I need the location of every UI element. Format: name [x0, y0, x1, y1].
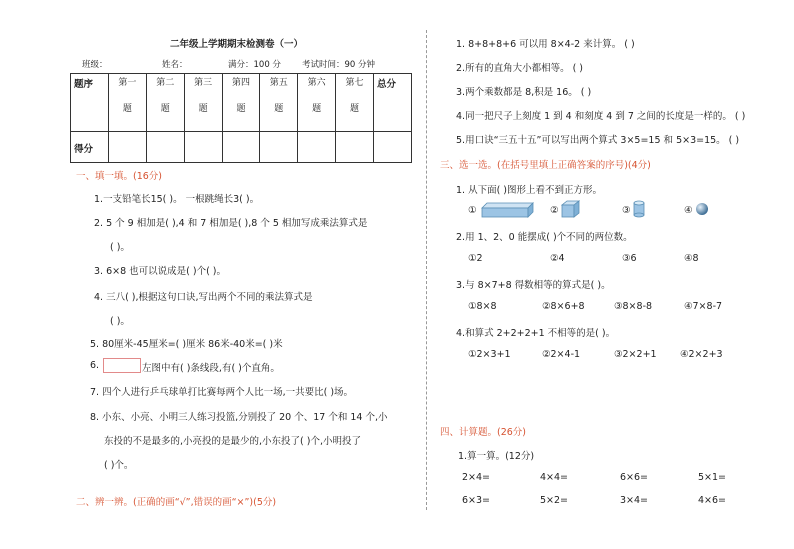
s3-question-4: 4.和算式 2+2+2+1 不相等的是( )。	[456, 328, 616, 339]
calc-item: 4×6=	[698, 495, 727, 506]
s3-q4-option-4: ④2×2+3	[680, 349, 723, 360]
s1-question-2-cont: ( )。	[110, 242, 130, 253]
s3-q3-option-2: ②8×6+8	[542, 301, 585, 312]
score-cell[interactable]	[184, 132, 222, 163]
row-header-question-no: 题序	[71, 74, 109, 132]
class-label: 班级：	[82, 60, 108, 70]
column-total: 总分	[374, 74, 412, 132]
s3-q2-option-2: ②4	[550, 253, 565, 264]
cuboid-icon	[481, 202, 537, 218]
page-divider	[426, 30, 427, 510]
calc-item: 6×3=	[462, 495, 491, 506]
s2-item-1: 1. 8+8+8+6 可以用 8×4-2 来计算。 ( )	[456, 39, 635, 50]
s3-question-3: 3.与 8×7+8 得数相等的算式是( )。	[456, 280, 611, 291]
column-q7: 第七 题	[336, 74, 374, 132]
s1-question-8: 8. 小东、小亮、小明三人练习投篮,分别投了 20 个、17 个和 14 个,小	[90, 412, 388, 423]
score-table	[70, 73, 412, 163]
s1-question-2: 2. 5 个 9 相加是( ),4 和 7 相加是( ),8 个 5 相加写成乘法算式是	[94, 218, 368, 229]
s3-q1-option-1: ①	[468, 205, 477, 216]
score-cell[interactable]	[222, 132, 260, 163]
calc-item: 5×1=	[698, 472, 727, 483]
rectangle-figure	[103, 358, 141, 373]
column-q5: 第五 题	[260, 74, 298, 132]
calc-item: 6×6=	[620, 472, 649, 483]
s3-q2-option-3: ③6	[622, 253, 637, 264]
cube-icon	[561, 200, 581, 218]
column-q3: 第三 题	[184, 74, 222, 132]
section4-title: 四、计算题。(26分)	[440, 427, 527, 438]
calc-item: 3×4=	[620, 495, 649, 506]
calc-item: 2×4=	[462, 472, 491, 483]
s1-question-8-cont: 东投的不是最多的,小亮投的是最少的,小东投了( )个,小明投了	[104, 436, 361, 447]
section2-title: 二、辨一辨。(正确的画“√”,错误的画“×”)(5分)	[76, 497, 277, 508]
s3-q1-option-4: ④	[684, 205, 693, 216]
column-q1: 第一 题	[109, 74, 147, 132]
page-title: 二年级上学期期末检测卷（一）	[170, 39, 304, 50]
s3-question-2: 2.用 1、2、0 能摆成( )个不同的两位数。	[456, 232, 633, 243]
s1-question-3: 3. 6×8 也可以说成是( )个( )。	[94, 266, 227, 277]
s3-question-1: 1. 从下面( )图形上看不到正方形。	[456, 185, 603, 196]
row-header-score: 得分	[71, 132, 109, 163]
section3-title: 三、选一选。(在括号里填上正确答案的序号)(4分)	[440, 160, 651, 171]
s3-q3-option-3: ③8×8-8	[614, 301, 653, 312]
s4-subsection-1: 1.算一算。(12分)	[458, 451, 535, 462]
column-q4: 第四 题	[222, 74, 260, 132]
s1-question-6-number: 6.	[90, 360, 100, 371]
s1-question-7: 7. 四个人进行乒乓球单打比赛每两个人比一场,一共要比( )场。	[90, 387, 354, 398]
s1-question-5: 5. 80厘米-45厘米=( )厘米 86米-40米=( )米	[90, 339, 283, 350]
s2-item-4: 4.同一把尺子上刻度 1 到 4 和刻度 4 到 7 之间的长度是一样的。 ( )	[456, 111, 746, 122]
s3-q4-option-2: ②2×4-1	[542, 349, 581, 360]
exam-time-label: 考试时间：90 分钟	[302, 60, 376, 70]
score-cell[interactable]	[298, 132, 336, 163]
section1-title: 一、填一填。(16分)	[76, 171, 163, 182]
s3-q1-option-3: ③	[622, 205, 631, 216]
cylinder-icon	[633, 200, 645, 218]
s3-q3-option-4: ④7×8-7	[684, 301, 723, 312]
s2-item-3: 3.两个乘数都是 8,积是 16。 ( )	[456, 87, 592, 98]
score-cell[interactable]	[374, 132, 412, 163]
s1-question-4: 4. 三八( ),根据这句口诀,写出两个不同的乘法算式是	[94, 292, 313, 303]
sphere-icon	[695, 202, 709, 216]
column-q6: 第六 题	[298, 74, 336, 132]
column-q2: 第二 题	[146, 74, 184, 132]
calc-item: 4×4=	[540, 472, 569, 483]
s1-question-8-cont2: ( )个。	[104, 460, 134, 471]
s3-q3-option-1: ①8×8	[468, 301, 497, 312]
s3-q2-option-1: ①2	[468, 253, 483, 264]
s1-question-4-cont: ( )。	[110, 316, 130, 327]
s1-question-6: 左图中有( )条线段,有( )个直角。	[142, 363, 280, 374]
score-cell[interactable]	[336, 132, 374, 163]
s1-question-1: 1.一支铅笔长15( )。 一根跳绳长3( )。	[94, 194, 260, 205]
name-label: 姓名：	[162, 60, 188, 70]
score-cell[interactable]	[109, 132, 147, 163]
s2-item-2: 2.所有的直角大小都相等。 ( )	[456, 63, 584, 74]
score-cell[interactable]	[260, 132, 298, 163]
s3-q4-option-1: ①2×3+1	[468, 349, 511, 360]
score-cell[interactable]	[146, 132, 184, 163]
full-score-label: 满分：100 分	[228, 60, 281, 70]
s2-item-5: 5.用口诀“三五十五”可以写出两个算式 3×5=15 和 5×3=15。 ( )	[456, 135, 740, 146]
s3-q1-option-2: ②	[550, 205, 559, 216]
s3-q2-option-4: ④8	[684, 253, 699, 264]
calc-item: 5×2=	[540, 495, 569, 506]
s3-q4-option-3: ③2×2+1	[614, 349, 657, 360]
